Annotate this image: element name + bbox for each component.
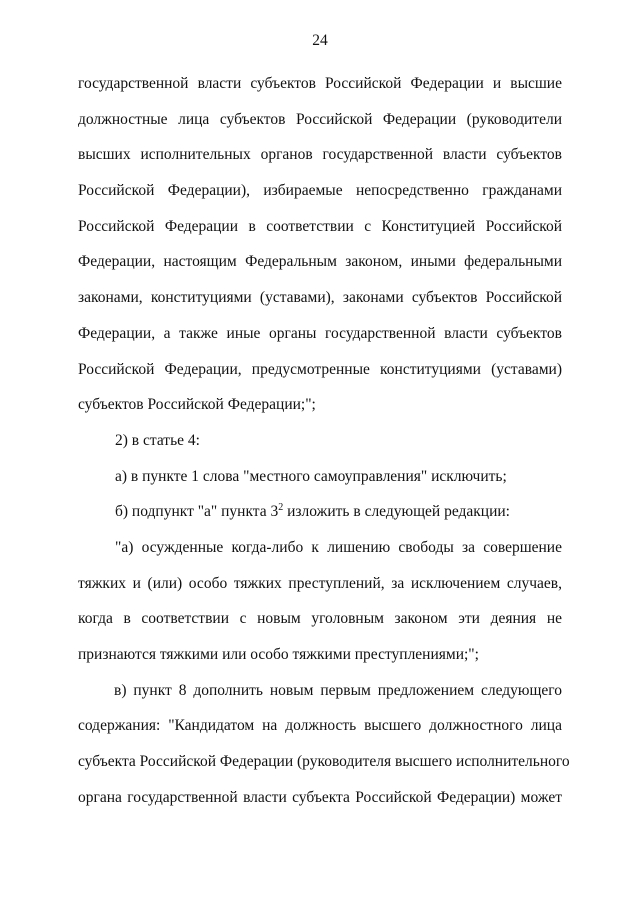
text-line: Российской Федерации), избираемые непосредственно гражданами xyxy=(78,182,562,200)
text-line: высших исполнительных органов государственной власти субъектов xyxy=(78,146,562,164)
text-line: тяжких и (или) особо тяжких преступлений, за исключением случаев, xyxy=(78,574,562,592)
text-line: субъектов Российской Федерации;"; xyxy=(78,396,316,414)
superscript: 2 xyxy=(278,502,284,514)
document-body xyxy=(78,66,570,815)
item-b-text: б) подпункт "а" пункта 3 xyxy=(115,503,279,521)
page-number: 24 xyxy=(312,32,328,49)
paragraph-item-v: в) пункт 8 дополнить новым первым предложением следующего xyxy=(114,681,562,699)
text-line: Российской Федерации, предусмотренные конституциями (уставами) xyxy=(78,360,562,378)
text-line: государственной власти субъектов Российской Федерации и высшие xyxy=(78,75,562,92)
text-line: Федерации, настоящим Федеральным законом, иными федеральными xyxy=(78,253,562,271)
text-line: Российской Федерации в соответствии с Конституцией Российской xyxy=(78,217,562,235)
text-line: субъекта Российской Федерации (руководителя высшего исполнительного xyxy=(78,753,570,771)
item-b-text-end: изложить в следующей редакции: xyxy=(283,503,510,521)
text-line: органа государственной власти субъекта Российской Федерации) может xyxy=(78,788,562,806)
text-line: когда в соответствии с новым уголовным законом эти деяния не xyxy=(78,610,562,628)
paragraph-article-4: 2) в статье 4: xyxy=(115,431,200,449)
text-line: законами, конституциями (уставами), законами субъектов Российской xyxy=(78,289,562,307)
text-line: содержания: "Кандидатом на должность высшего должностного лица xyxy=(78,717,562,735)
text-line: должностные лица субъектов Российской Федерации (руководители xyxy=(78,110,562,128)
paragraph-item-a: а) в пункте 1 слова "местного самоуправления" исключить; xyxy=(115,467,507,485)
paragraph-item-b xyxy=(78,494,562,530)
text-line: признаются тяжкими или особо тяжкими преступлениями;"; xyxy=(78,646,479,663)
text-line: Федерации, а также иные органы государственной власти субъектов xyxy=(78,324,562,342)
quoted-paragraph-start: "а) осужденные когда-либо к лишению свободы за совершение xyxy=(115,538,562,556)
